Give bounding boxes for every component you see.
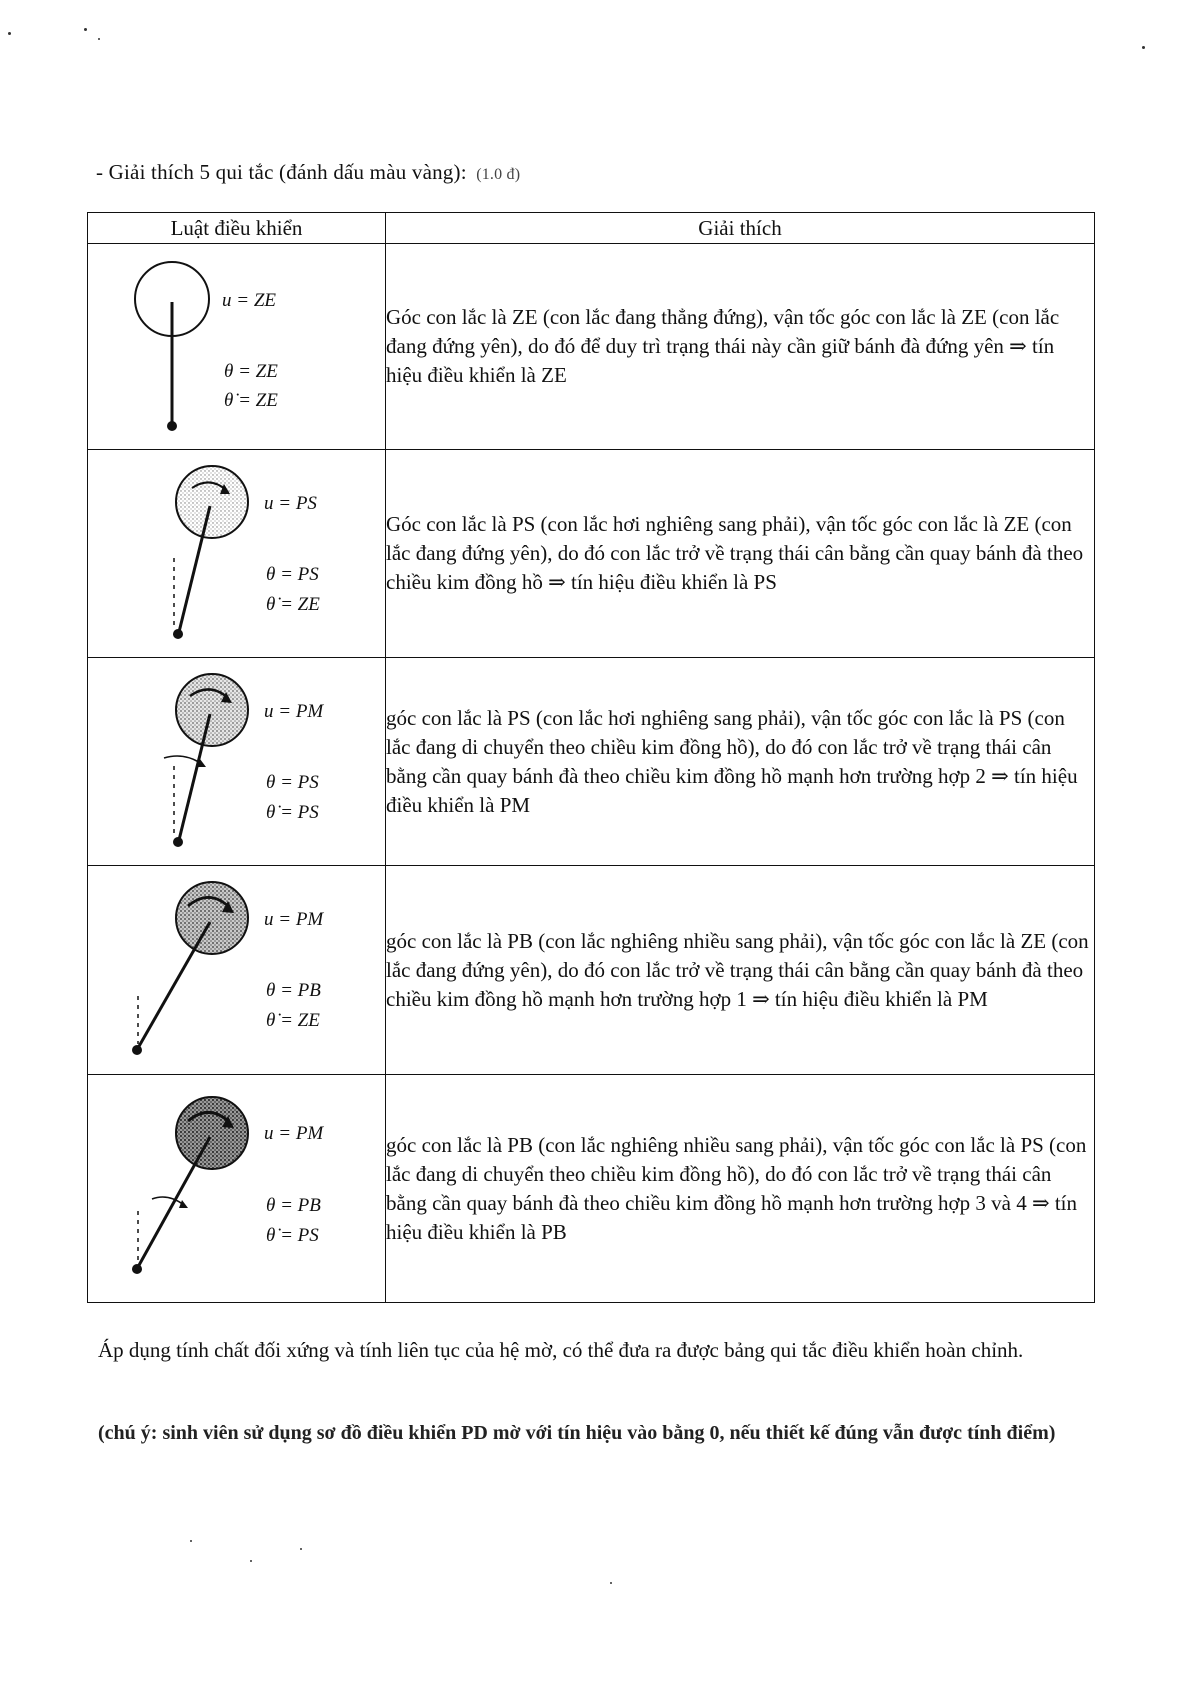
angle-label: θ = ZE xyxy=(224,361,278,382)
rule-diagram-4 xyxy=(88,866,386,1075)
rule-explanation-3: góc con lắc là PS (con lắc hơi nghiêng sang phải), vận tốc góc con lắc là PS (con lắc đang di chuyển theo chiều kim đồng hồ), do đó con lắc trở về trạng thái cân bằng cần quay bánh đà theo chiều kim đồng hồ mạnh hơn trường hợp 2 ⇒ tín hiệu điều khiển là PM xyxy=(386,658,1095,866)
header-control-law: Luật điều khiển xyxy=(88,213,386,244)
scan-speck xyxy=(300,1548,302,1550)
scan-speck xyxy=(250,1560,252,1562)
flywheel-circle xyxy=(176,882,248,954)
angle-label: θ = PS xyxy=(266,772,319,793)
rule-diagram-1 xyxy=(88,244,386,450)
pendulum-diagram xyxy=(88,244,385,449)
flywheel-circle xyxy=(176,466,248,538)
pendulum-pivot xyxy=(132,1264,142,1274)
scan-speck xyxy=(84,28,87,31)
pendulum-rod xyxy=(138,922,210,1048)
rule-explanation-5: góc con lắc là PB (con lắc nghiêng nhiều sang phải), vận tốc góc con lắc là PS (con lắc đang di chuyển theo chiều kim đồng hồ), do đó con lắc trở về trạng thái cân bằng cần quay bánh đà theo chiều kim đồng hồ mạnh hơn trường hợp 3 và 4 ⇒ tín hiệu điều khiển là PB xyxy=(386,1075,1095,1303)
scan-speck xyxy=(610,1582,612,1584)
velocity-label: θ̇ = PS xyxy=(266,1225,319,1246)
rule-explanation-1: Góc con lắc là ZE (con lắc đang thẳng đứng), vận tốc góc con lắc là ZE (con lắc đang đứng yên), do đó để duy trì trạng thái này cần giữ bánh đà đứng yên ⇒ tín hiệu điều khiển là ZE xyxy=(386,244,1095,450)
control-label: u = PM xyxy=(264,701,324,722)
student-note: (chú ý: sinh viên sử dụng sơ đồ điều khiển PD mờ với tín hiệu vào bằng 0, nếu thiết kế đúng vẫn được tính điểm) xyxy=(98,1422,1056,1444)
score-note: (1.0 đ) xyxy=(476,166,521,183)
header-explanation: Giải thích xyxy=(386,213,1095,244)
control-label: u = PS xyxy=(264,493,317,514)
velocity-label: θ̇ = PS xyxy=(266,802,319,823)
pendulum-diagram xyxy=(88,450,385,657)
angular-velocity-arrow-icon xyxy=(164,756,202,764)
rule-explanation-2: Góc con lắc là PS (con lắc hơi nghiêng sang phải), vận tốc góc con lắc là ZE (con lắc đang đứng yên), do đó con lắc trở về trạng thái cân bằng cần quay bánh đà theo chiều kim đồng hồ ⇒ tín hiệu điều khiển là PS xyxy=(386,450,1095,658)
pendulum-diagram xyxy=(88,866,385,1074)
control-label: u = ZE xyxy=(222,290,276,311)
angle-label: θ = PS xyxy=(266,564,319,585)
pendulum-pivot xyxy=(173,837,183,847)
velocity-label: θ̇ = ZE xyxy=(266,1010,320,1031)
pendulum-rod xyxy=(138,1137,210,1267)
table-row xyxy=(88,244,1095,450)
pendulum-diagram xyxy=(88,1075,385,1302)
flywheel-circle xyxy=(176,1097,248,1169)
table-row xyxy=(88,658,1095,866)
rule-diagram-5 xyxy=(88,1075,386,1303)
symmetry-note: Áp dụng tính chất đối xứng và tính liên tục của hệ mờ, có thể đưa ra được bảng qui tắc điều khiển hoàn chỉnh. xyxy=(98,1338,1024,1362)
angle-label: θ = PB xyxy=(266,1195,321,1216)
table-row xyxy=(88,450,1095,658)
angular-velocity-arrow-icon xyxy=(152,1197,184,1205)
pendulum-pivot xyxy=(132,1045,142,1055)
arrowhead-icon xyxy=(179,1200,188,1208)
rules-table xyxy=(87,212,1095,1303)
heading-text: - Giải thích 5 qui tắc (đánh dấu màu vàng): xyxy=(96,160,467,184)
table-header-row xyxy=(88,213,1095,244)
velocity-label: θ̇ = ZE xyxy=(224,390,278,411)
table-row xyxy=(88,866,1095,1075)
pendulum-pivot xyxy=(173,629,183,639)
table-row xyxy=(88,1075,1095,1303)
rule-diagram-2 xyxy=(88,450,386,658)
pendulum-pivot xyxy=(167,421,177,431)
velocity-label: θ̇ = ZE xyxy=(266,594,320,615)
rule-explanation-4: góc con lắc là PB (con lắc nghiêng nhiều sang phải), vận tốc góc con lắc là ZE (con lắc đang đứng yên), do đó con lắc trở về trạng thái cân bằng cần quay bánh đà theo chiều kim đồng hồ mạnh hơn trường hợp 1 ⇒ tín hiệu điều khiển là PM xyxy=(386,866,1095,1075)
flywheel-circle xyxy=(176,674,248,746)
scan-speck xyxy=(8,32,11,35)
control-label: u = PM xyxy=(264,1123,324,1144)
section-heading xyxy=(96,160,520,185)
pendulum-diagram xyxy=(88,658,385,865)
control-label: u = PM xyxy=(264,909,324,930)
scan-speck xyxy=(98,38,100,40)
rule-diagram-3 xyxy=(88,658,386,866)
angle-label: θ = PB xyxy=(266,980,321,1001)
scan-speck xyxy=(190,1540,192,1542)
scan-speck xyxy=(1142,46,1145,49)
